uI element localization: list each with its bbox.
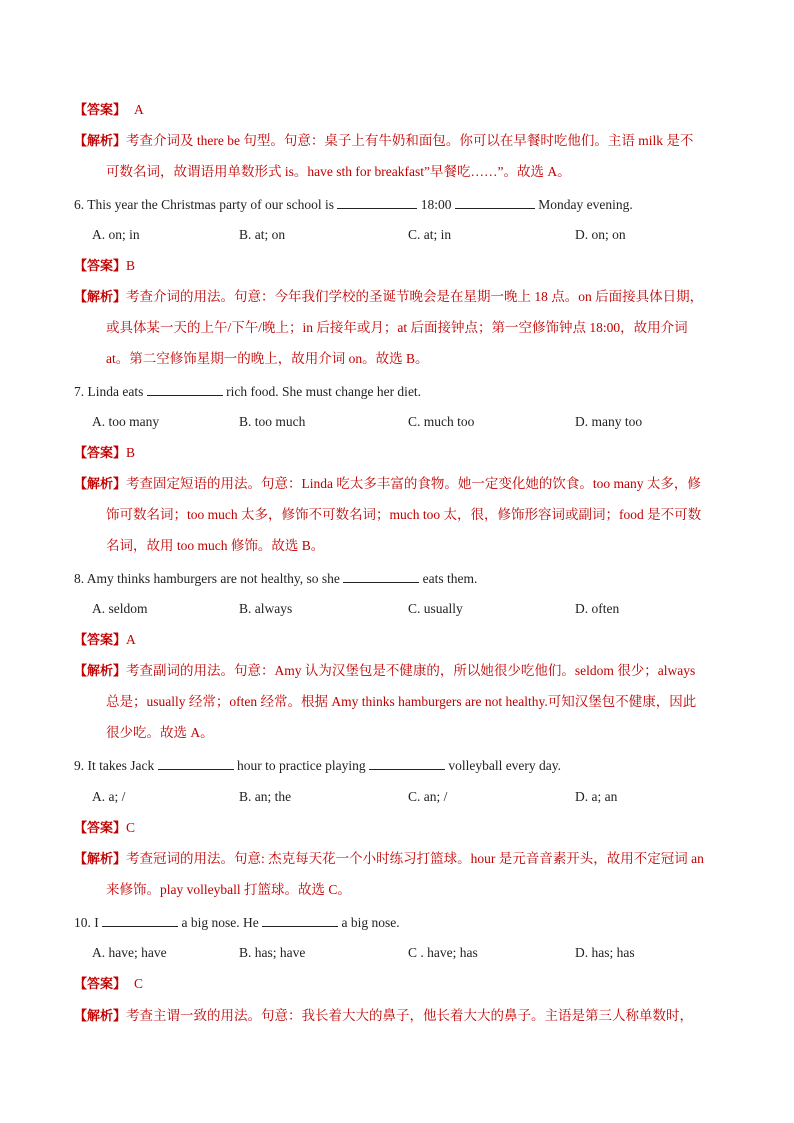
answer-value: A <box>126 632 136 647</box>
analysis-line <box>106 723 756 743</box>
option-c: C . have; has <box>408 945 478 960</box>
answer-value: C <box>126 820 136 835</box>
analysis-line <box>74 287 724 308</box>
analysis-text: 很少吃。故选 A。 <box>106 725 214 740</box>
analysis-line <box>106 505 756 525</box>
analysis-tag: 【解析】 <box>74 1009 127 1024</box>
analysis-text: 饰可数名词；too much 太多，修饰不可数名词；much too 太，很，修饰形容词或副词；food 是不可数 <box>106 507 702 522</box>
analysis-line <box>106 536 756 556</box>
answer-blank <box>455 194 535 209</box>
option-b: B. always <box>239 601 293 616</box>
answer-blank <box>343 568 419 583</box>
answer-tag: 【答案】 <box>74 633 127 648</box>
answer-tag: 【答案】 <box>74 446 127 461</box>
answer-tag: 【答案】 <box>74 821 127 836</box>
option-b: B. too much <box>239 414 306 429</box>
analysis-text: 考查介词及 there be 句型。句意：桌子上有牛奶和面包。你可以在早餐时吃他们。主语 milk 是不 <box>126 133 694 148</box>
analysis-text: 总是；usually 经常；often 经常。根据 Amy thinks hamburgers are not healthy.可知汉堡包不健康，因此 <box>106 694 697 709</box>
answer-tag: 【答案】 <box>74 103 127 118</box>
analysis-text: 考查冠词的用法。句意: 杰克每天花一个小时练习打篮球。hour 是元音音素开头，故用不定冠词 an <box>126 851 704 866</box>
answer-value: A <box>134 102 144 117</box>
analysis-tag: 【解析】 <box>74 852 127 867</box>
analysis-text: 名词，故用 too much 修饰。故选 B。 <box>106 538 325 553</box>
answer-blank <box>102 912 178 927</box>
option-b: B. an; the <box>239 789 292 804</box>
answer-value: C <box>134 976 144 991</box>
option-d: D. has; has <box>575 945 635 960</box>
analysis-text: 可数名词，故谓语用单数形式 is。have sth for breakfast”早餐吃……”。故选 A。 <box>106 164 571 179</box>
answer-line-q9 <box>74 818 724 839</box>
answer-value: B <box>126 258 136 273</box>
analysis-line <box>106 692 756 712</box>
answer-value: B <box>126 445 136 460</box>
analysis-text: 考查介词的用法。句意：今年我们学校的圣诞节晚会是在星期一晚上 18 点。on 后面接具体日期， <box>126 289 704 304</box>
analysis-line <box>74 1006 724 1027</box>
option-d: D. often <box>575 601 620 616</box>
analysis-tag: 【解析】 <box>74 290 127 305</box>
answer-blank <box>147 381 223 396</box>
option-c: C. at; in <box>408 227 452 242</box>
question-stem-q10: 10. I a big nose. He a big nose. <box>74 912 724 933</box>
option-d: D. many too <box>575 414 643 429</box>
answer-line-q6 <box>74 256 724 277</box>
option-d: D. a; an <box>575 789 618 804</box>
answer-line-q10 <box>74 974 724 995</box>
option-c: C. an; / <box>408 789 448 804</box>
question-stem-q9: 9. It takes Jack hour to practice playing volleyball every day. <box>74 755 724 776</box>
answer-blank <box>337 194 417 209</box>
option-d: D. on; on <box>575 227 626 242</box>
analysis-tag: 【解析】 <box>74 477 127 492</box>
option-b: B. at; on <box>239 227 286 242</box>
option-a: A. a; / <box>92 789 126 804</box>
answer-tag: 【答案】 <box>74 259 127 274</box>
analysis-text: at。第二空修饰星期一的晚上，故用介词 on。故选 B。 <box>106 351 429 366</box>
answer-blank <box>262 912 338 927</box>
analysis-text: 来修饰。play volleyball 打篮球。故选 C。 <box>106 882 351 897</box>
question-stem-q6: 6. This year the Christmas party of our school is 18:00 Monday evening. <box>74 194 724 215</box>
answer-line-q8 <box>74 630 724 651</box>
analysis-line <box>74 131 724 152</box>
question-stem-q7: 7. Linda eats rich food. She must change her diet. <box>74 381 724 402</box>
analysis-line <box>106 349 756 369</box>
option-a: A. have; have <box>92 945 167 960</box>
analysis-tag: 【解析】 <box>74 134 127 149</box>
analysis-line <box>106 162 756 182</box>
answer-tag: 【答案】 <box>74 977 127 992</box>
analysis-text: 考查主谓一致的用法。句意：我长着大大的鼻子，他长着大大的鼻子。主语是第三人称单数时， <box>126 1008 694 1023</box>
question-stem-q8: 8. Amy thinks hamburgers are not healthy, so she eats them. <box>74 568 724 589</box>
option-a: A. seldom <box>92 601 148 616</box>
option-b: B. has; have <box>239 945 306 960</box>
answer-blank <box>158 755 234 770</box>
analysis-text: 考查副词的用法。句意：Amy 认为汉堡包是不健康的，所以她很少吃他们。seldom 很少；always <box>126 663 696 678</box>
option-a: A. too many <box>92 414 160 429</box>
answer-line-q5 <box>74 100 724 121</box>
answer-line-q7 <box>74 443 724 464</box>
analysis-text: 考查固定短语的用法。句意：Linda 吃太多丰富的食物。她一定变化她的饮食。too many 太多，修 <box>126 476 701 491</box>
analysis-line <box>106 880 756 900</box>
analysis-line <box>106 318 756 338</box>
analysis-line <box>74 661 724 682</box>
analysis-line <box>74 474 724 495</box>
analysis-tag: 【解析】 <box>74 664 127 679</box>
analysis-line <box>74 849 724 870</box>
option-c: C. usually <box>408 601 463 616</box>
analysis-text: 或具体某一天的上午/下午/晚上；in 后接年或月；at 后面接钟点；第一空修饰钟点 18:00，故用介词 <box>106 320 688 335</box>
option-a: A. on; in <box>92 227 140 242</box>
answer-blank <box>369 755 445 770</box>
option-c: C. much too <box>408 414 475 429</box>
